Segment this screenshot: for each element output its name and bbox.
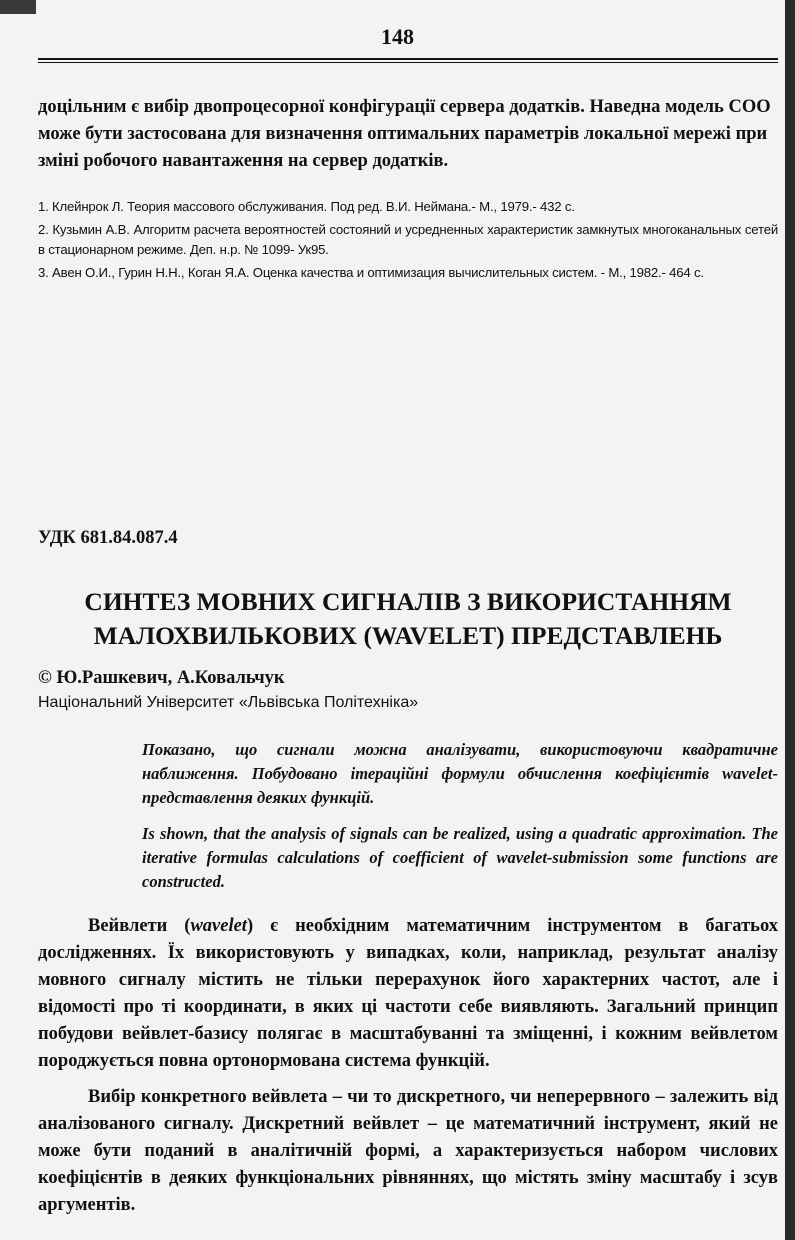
header-rule xyxy=(38,58,778,60)
para1-term: wavelet xyxy=(190,916,247,936)
paragraph-1 xyxy=(38,913,778,1075)
header-rule-thin xyxy=(38,62,778,63)
reference-item: 1. Клейнрок Л. Теория массового обслуживания. Под ред. В.И. Неймана.- М., 1979.- 432 с. xyxy=(38,199,575,214)
page-number: 148 xyxy=(381,24,414,49)
abstract-english: Is shown, that the analysis of signals can be realized, using a quadratic approximation. The iterative formulas calculations of coefficient of wavelet-submission some functions are constructed. xyxy=(142,824,778,891)
udk-code: УДК 681.84.087.4 xyxy=(38,528,178,548)
main-text xyxy=(38,913,778,1219)
corner-mark xyxy=(0,0,36,14)
reference-item: 2. Кузьмин А.В. Алгоритм расчета вероятностей состояний и усредненных характеристик замкнутых многоканальных сетей в стационарном режиме. Деп. н.р. № 1099- Ук95. xyxy=(38,222,778,257)
references-list xyxy=(38,197,778,286)
intro-paragraph: доцільним є вибір двопроцесорної конфігурації сервера додатків. Наведна модель СОО може бути застосована для визначення оптимальних параметрів локальної мережі при зміні робочого навантаження на сервер додатків. xyxy=(38,97,771,171)
para1-text-start: Вейвлети ( xyxy=(88,916,191,936)
affiliation: Національний Університет «Львівська Політехніка» xyxy=(38,694,419,711)
para1-text-end: ) є необхідним математичним інструментом в багатьох дослідженнях. Їх використовують у випадках, коли, наприклад, результат аналізу мовного сигналу містить не тільки перерахунок його характерних частот, але і відомості про ті координати, в яких ці частоти себе виявляють. Загальний принцип побудови вейвлет-базису полягає в масштабуванні та зміщенні, і кожним вейвлетом породжується повна ортонормована система функцій. xyxy=(38,916,778,1071)
abstract-ukrainian: Показано, що сигнали можна аналізувати, використовуючи квадратичне наближення. Побудовано ітераційні формули обчислення коефіцієнтів wavelet-представлення деяких функцій. xyxy=(142,740,778,807)
reference-item: 3. Авен О.И., Гурин Н.Н., Коган Я.А. Оценка качества и оптимизация вычислительных систем. - М., 1982.- 464 с. xyxy=(38,265,704,280)
article-title xyxy=(38,585,778,653)
authors: © Ю.Рашкевич, А.Ковальчук xyxy=(38,668,285,688)
title-line-2: МАЛОХВИЛЬКОВИХ (WAVELET) ПРЕДСТАВЛЕНЬ xyxy=(93,621,723,650)
paragraph-2: Вибір конкретного вейвлета – чи то дискретного, чи неперервного – залежить від аналізованого сигналу. Дискретний вейвлет – це математичний інструмент, який не може бути поданий в аналітичній формі, а характеризується набором числових коефіцієнтів в деяких функціональних рівняннях, що містять зміну масштабу і зсув аргументів. xyxy=(38,1087,778,1215)
page-edge-shadow xyxy=(785,0,795,1240)
title-line-1: СИНТЕЗ МОВНИХ СИГНАЛІВ З ВИКОРИСТАННЯМ xyxy=(84,587,732,616)
